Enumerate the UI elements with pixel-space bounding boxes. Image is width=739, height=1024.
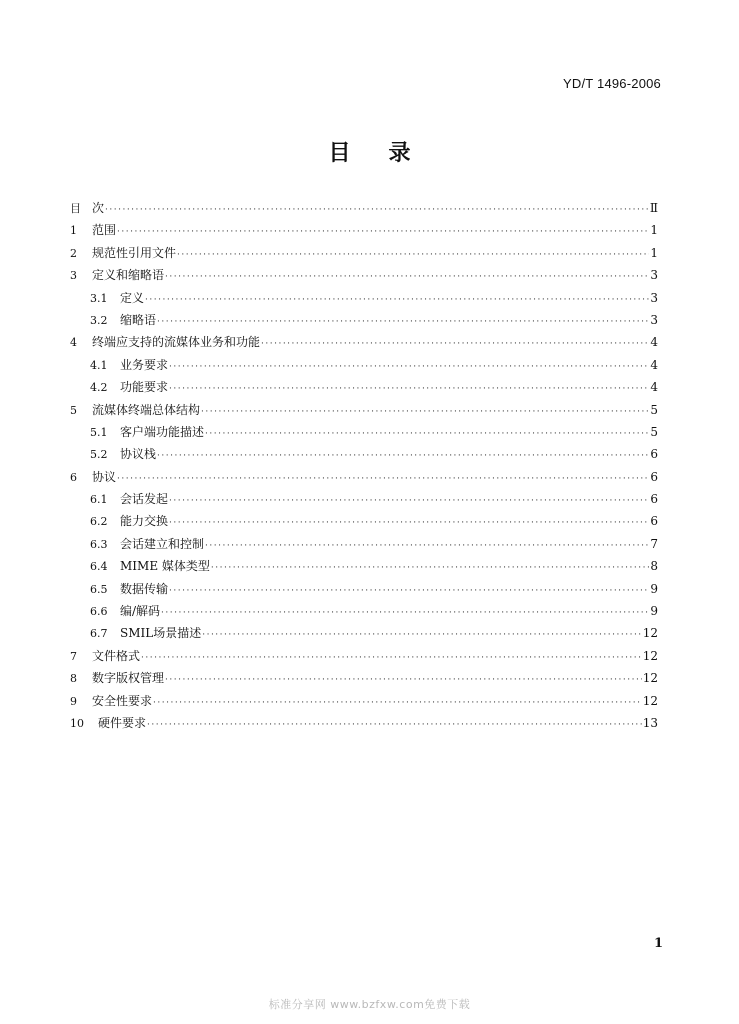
- toc-entry-page: 6: [650, 469, 658, 484]
- leader-dots: [201, 407, 649, 417]
- toc-entry-title: 终端应支持的流媒体业务和功能: [92, 335, 261, 350]
- leader-dots: [117, 227, 649, 237]
- toc-entry-page: 1: [650, 245, 658, 260]
- toc-entry-page: 9: [650, 581, 658, 596]
- toc-entry-number: 6.6: [90, 605, 108, 619]
- toc-entry-number: 3.1: [90, 291, 108, 305]
- toc-entry-number: 1: [70, 224, 77, 238]
- toc-entry-page: 3: [650, 312, 658, 327]
- toc-entry-title: 数据传输: [120, 581, 169, 596]
- table-of-contents: [70, 199, 658, 736]
- toc-entry-title: 缩略语: [120, 312, 157, 327]
- toc-entry-page: Ⅱ: [649, 201, 658, 215]
- toc-entry-number: 10: [70, 716, 84, 730]
- toc-entry-number: 6.4: [90, 560, 108, 574]
- leader-dots: [157, 317, 649, 327]
- toc-entry-number: 5.1: [90, 425, 108, 439]
- leader-dots: [145, 295, 649, 305]
- toc-entry-page: 3: [650, 268, 658, 283]
- standard-code: YD/T 1496-2006: [563, 76, 661, 91]
- toc-entry-6-7[interactable]: [70, 624, 658, 646]
- toc-entry-6-6[interactable]: [70, 602, 658, 624]
- toc-entry-title: 范围: [92, 223, 117, 238]
- toc-entry-title: SMIL场景描述: [120, 626, 202, 641]
- toc-entry-number: 3: [70, 269, 77, 283]
- toc-entry-title: 功能要求: [120, 380, 169, 395]
- toc-entry-5[interactable]: [70, 401, 658, 423]
- toc-entry-number: 2: [70, 246, 77, 260]
- toc-entry-page: 6: [650, 514, 658, 529]
- toc-entry-page: 4: [650, 335, 658, 350]
- toc-entry-3-1[interactable]: [70, 289, 658, 311]
- leader-dots: [105, 205, 649, 215]
- toc-entry-page: 5: [650, 424, 658, 439]
- toc-entry-6[interactable]: [70, 468, 658, 490]
- toc-entry-page: 12: [642, 693, 658, 708]
- leader-dots: [261, 339, 649, 349]
- toc-entry-page: 9: [650, 604, 658, 619]
- leader-dots: [169, 586, 649, 596]
- title-char-1: 目: [328, 141, 351, 166]
- toc-entry-1[interactable]: [70, 221, 658, 243]
- leader-dots: [169, 384, 649, 394]
- leader-dots: [141, 653, 642, 663]
- toc-entry-number: 4: [70, 336, 77, 350]
- toc-entry-title: 业务要求: [120, 357, 169, 372]
- toc-entry-number: 6.1: [90, 493, 108, 507]
- toc-entry-title: 定义: [120, 290, 145, 305]
- toc-entry-page: 4: [650, 357, 658, 372]
- toc-entry-title: 协议: [92, 469, 117, 484]
- leader-dots: [161, 608, 649, 618]
- toc-entry-number: 8: [70, 672, 77, 686]
- toc-entry-number: 5.2: [90, 448, 108, 462]
- toc-entry-title: 会话建立和控制: [120, 536, 205, 551]
- toc-entry-10[interactable]: [70, 714, 658, 736]
- toc-entry-page: 12: [642, 671, 658, 686]
- toc-entry-number: 5: [70, 403, 77, 417]
- toc-entry-number: 4.1: [90, 358, 108, 372]
- toc-entry-number: 目: [70, 202, 81, 215]
- toc-entry-number: 6.7: [90, 627, 108, 641]
- toc-entry-title: 文件格式: [92, 648, 141, 663]
- leader-dots: [153, 698, 642, 708]
- toc-entry-title: 流媒体终端总体结构: [92, 402, 201, 417]
- leader-dots: [202, 630, 642, 640]
- toc-entry-contents[interactable]: [70, 199, 658, 221]
- leader-dots: [165, 675, 642, 685]
- toc-entry-title: 编/解码: [120, 604, 161, 619]
- toc-entry-number: 3.2: [90, 313, 108, 327]
- toc-entry-title: 规范性引用文件: [92, 245, 177, 260]
- toc-entry-title: 数字版权管理: [92, 671, 165, 686]
- toc-entry-number: 4.2: [90, 381, 108, 395]
- toc-entry-2[interactable]: [70, 244, 658, 266]
- toc-entry-4-2[interactable]: [70, 378, 658, 400]
- leader-dots: [117, 474, 649, 484]
- toc-entry-4[interactable]: [70, 333, 658, 355]
- toc-entry-title: 协议栈: [120, 447, 157, 462]
- toc-entry-title: 硬件要求: [98, 715, 147, 730]
- toc-entry-7[interactable]: [70, 647, 658, 669]
- title-char-2: 录: [388, 141, 411, 166]
- toc-entry-6-5[interactable]: [70, 580, 658, 602]
- toc-entry-6-4[interactable]: [70, 557, 658, 579]
- toc-entry-number: 6.2: [90, 515, 108, 529]
- toc-entry-9[interactable]: [70, 692, 658, 714]
- toc-entry-page: 1: [650, 223, 658, 238]
- toc-entry-6-1[interactable]: [70, 490, 658, 512]
- toc-entry-page: 6: [650, 447, 658, 462]
- toc-entry-3[interactable]: [70, 266, 658, 288]
- toc-entry-title: 次: [92, 201, 105, 215]
- toc-entry-8[interactable]: [70, 669, 658, 691]
- toc-entry-title: MIME 媒体类型: [120, 559, 210, 574]
- toc-entry-title: 安全性要求: [92, 693, 153, 708]
- toc-entry-page: 7: [650, 536, 658, 551]
- leader-dots: [165, 272, 649, 282]
- page-title: [0, 136, 739, 167]
- toc-entry-page: 5: [650, 402, 658, 417]
- toc-entry-page: 6: [650, 492, 658, 507]
- leader-dots: [169, 518, 649, 528]
- toc-entry-number: 6: [70, 470, 77, 484]
- toc-entry-5-2[interactable]: [70, 445, 658, 467]
- toc-entry-title: 能力交换: [120, 514, 169, 529]
- toc-entry-4-1[interactable]: [70, 356, 658, 378]
- toc-entry-number: 7: [70, 649, 77, 663]
- toc-entry-page: 12: [642, 648, 658, 663]
- watermark-text: 标准分享网 www.bzfxw.com免费下载: [268, 998, 471, 1011]
- page-number: 1: [653, 936, 663, 951]
- toc-entry-3-2[interactable]: [70, 311, 658, 333]
- toc-entry-page: 4: [650, 380, 658, 395]
- leader-dots: [205, 429, 649, 439]
- toc-entry-title: 客户端功能描述: [120, 424, 205, 439]
- toc-entry-page: 12: [642, 626, 658, 641]
- toc-entry-page: 3: [650, 290, 658, 305]
- leader-dots: [157, 451, 649, 461]
- toc-entry-6-2[interactable]: [70, 512, 658, 534]
- toc-entry-title: 定义和缩略语: [92, 268, 165, 283]
- toc-entry-title: 会话发起: [120, 492, 169, 507]
- toc-entry-number: 6.3: [90, 537, 108, 551]
- toc-entry-number: 9: [70, 694, 77, 708]
- toc-entry-6-3[interactable]: [70, 535, 658, 557]
- toc-entry-page: 13: [642, 715, 658, 730]
- toc-entry-number: 6.5: [90, 582, 108, 596]
- leader-dots: [169, 496, 649, 506]
- toc-entry-5-1[interactable]: [70, 423, 658, 445]
- leader-dots: [169, 362, 649, 372]
- leader-dots: [177, 250, 649, 260]
- leader-dots: [211, 563, 649, 573]
- toc-entry-page: 8: [650, 559, 658, 574]
- leader-dots: [205, 541, 649, 551]
- leader-dots: [147, 720, 642, 730]
